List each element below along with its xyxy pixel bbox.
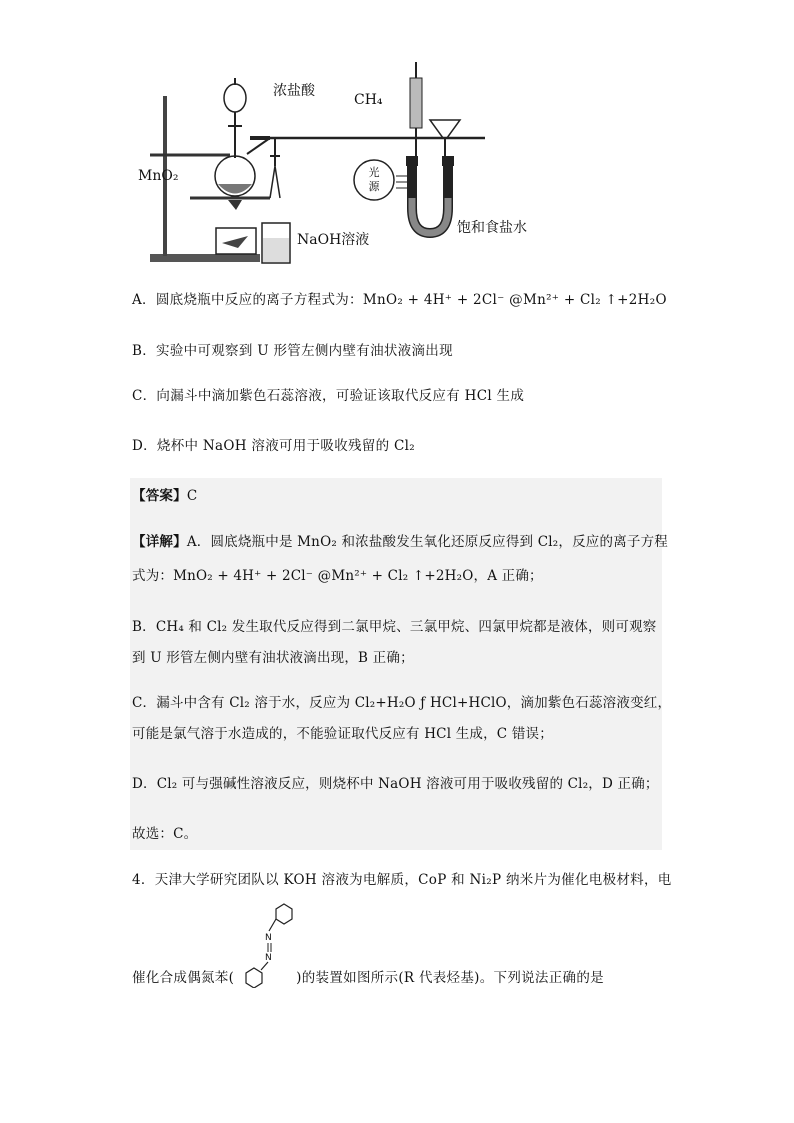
experiment-apparatus-figure — [130, 58, 560, 273]
question4-line1: 4．天津大学研究团队以 KOH 溶液为电解质，CoP 和 Ni₂P 纳米片为催化电极材料，电 — [132, 872, 672, 888]
label-ch4: CH₄ — [354, 92, 383, 108]
question4-line2-after: )的装置如图所示(R 代表烃基)。下列说法正确的是 — [296, 970, 604, 986]
detail-a-text1: A．圆底烧瓶中是 MnO₂ 和浓盐酸发生氧化还原反应得到 Cl₂，反应的离子方程 — [186, 534, 668, 550]
ch4-syringe — [410, 78, 422, 128]
detail-a-line2: 式为：MnO₂ + 4H⁺ + 2Cl⁻ @Mn²⁺ + Cl₂ ↑+2H₂O，A 正确； — [132, 568, 543, 584]
label-brine: 饱和食盐水 — [457, 220, 527, 236]
option-b: B．实验中可观察到 U 形管左侧内壁有油状液滴出现 — [132, 343, 453, 359]
detail-c-line1: C．漏斗中含有 Cl₂ 溶于水，反应为 Cl₂+H₂O ƒ HCl+HClO，滴加紫色石蕊溶液变红， — [132, 695, 672, 711]
detail-b-line2: 到 U 形管左侧内壁有油状液滴出现，B 正确； — [132, 650, 414, 666]
azo-n-lower: N — [265, 953, 272, 963]
option-d: D．烧杯中 NaOH 溶液可用于吸收残留的 Cl₂ — [132, 438, 415, 454]
light-label-2: 源 — [368, 180, 380, 193]
detail-a-line1 — [132, 532, 668, 552]
separatory-funnel — [224, 84, 246, 112]
detail-tag: 【详解】 — [132, 534, 187, 550]
light-label-1: 光 — [368, 166, 380, 179]
answer-line — [132, 486, 197, 506]
option-a: A．圆底烧瓶中反应的离子方程式为：MnO₂ + 4H⁺ + 2Cl⁻ @Mn²⁺ + Cl₂ ↑+2H₂O — [132, 292, 667, 308]
detail-b-line1: B．CH₄ 和 Cl₂ 发生取代反应得到二氯甲烷、三氯甲烷、四氯甲烷都是液体，则可观察 — [132, 619, 657, 635]
question4-line2-before: 催化合成偶氮苯( — [132, 970, 235, 986]
label-concentrated-hcl: 浓盐酸 — [273, 83, 315, 99]
question4-line2 — [132, 968, 604, 988]
azo-n-upper: N — [265, 933, 272, 943]
label-naoh: NaOH溶液 — [297, 232, 370, 248]
detail-c-line2: 可能是氯气溶于水造成的，不能验证取代反应有 HCl 生成，C 错误； — [132, 726, 553, 742]
detail-d-line1: D．Cl₂ 可与强碱性溶液反应，则烧杯中 NaOH 溶液可用于吸收残留的 Cl₂，D 正确； — [132, 776, 659, 792]
option-c: C．向漏斗中滴加紫色石蕊溶液，可验证该取代反应有 HCl 生成 — [132, 388, 525, 404]
detail-conclusion: 故选：C。 — [132, 826, 198, 842]
answer-value: C — [186, 488, 198, 504]
funnel — [430, 120, 460, 138]
label-mno2: MnO₂ — [138, 168, 179, 184]
answer-tag: 【答案】 — [132, 488, 187, 504]
